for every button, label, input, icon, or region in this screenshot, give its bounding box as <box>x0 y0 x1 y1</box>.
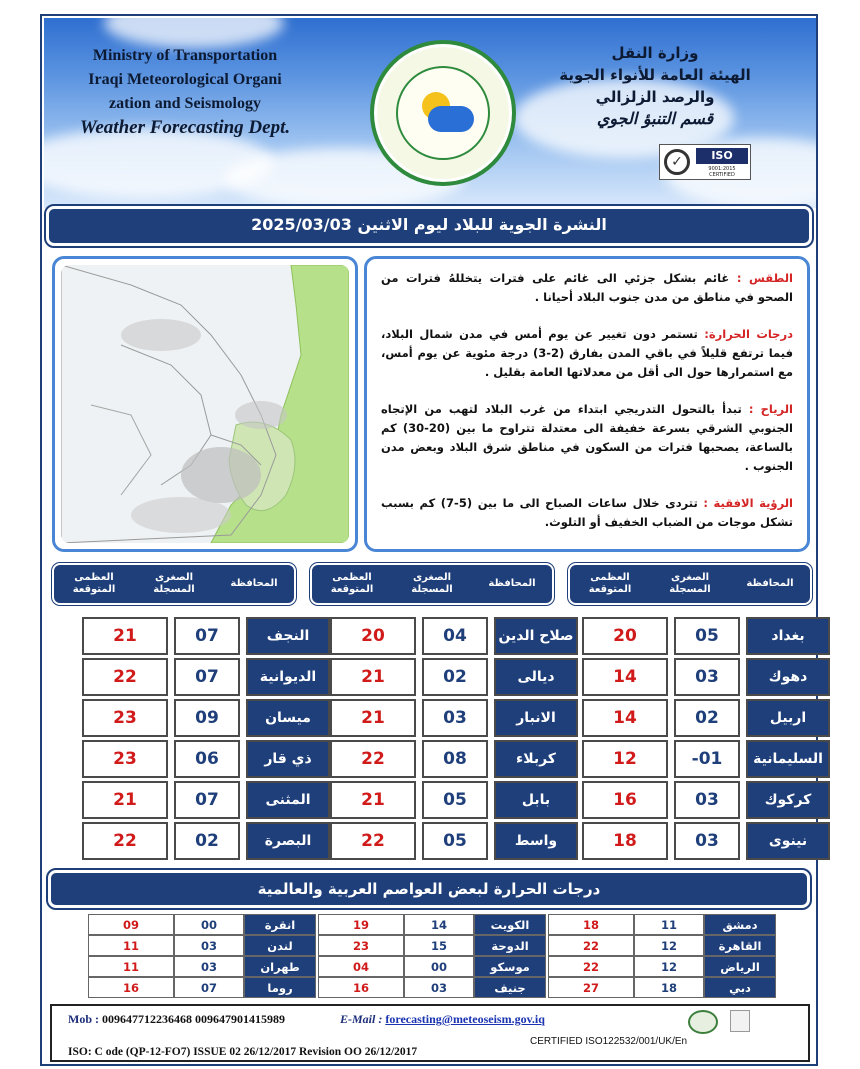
iso-badge <box>659 144 751 180</box>
forecast-text-box <box>364 256 810 552</box>
weather-map-image <box>61 265 349 543</box>
province-name-cell: ذي قار <box>246 740 330 778</box>
temperature-label: درجات الحرارة: <box>704 327 793 341</box>
table-row <box>88 935 776 956</box>
table-row <box>88 977 776 998</box>
min-temp-cell: 04 <box>422 617 488 655</box>
max-temp-cell: 21 <box>82 617 168 655</box>
capital-max-cell: 19 <box>318 914 404 935</box>
province-name-cell: نينوى <box>746 822 830 860</box>
en-line-1: Ministry of Transportation <box>92 47 278 64</box>
max-header: العظمى المتوقعة <box>330 572 374 595</box>
wind-text: تبدأ بالتحول التدريجي ابتداء من غرب البلاد لتهب من الإتجاه الجنوبي الشرقي بسرعة خفيفة الى معتدلة تتراوح ما بين (20-30) كم بالساعة، يصحبها فترات من السكون في مناطق شرق البلاد وبعض مدن الجنوب . <box>381 402 793 473</box>
max-temp-cell: 21 <box>330 658 416 696</box>
table-row <box>82 822 806 860</box>
en-line-3: zation and Seismology <box>108 95 261 112</box>
min-temp-cell: 09 <box>174 699 240 737</box>
table-row <box>82 617 806 655</box>
capital-name-cell: موسكو <box>474 956 546 977</box>
footer <box>50 1004 810 1062</box>
capital-min-cell: 14 <box>404 914 474 935</box>
province-name-cell: النجف <box>246 617 330 655</box>
min-header: الصغرى المسجلة <box>669 572 711 595</box>
ar-line-1: وزارة النقل <box>611 44 699 62</box>
min-temp-cell: 07 <box>174 781 240 819</box>
province-name-cell: المثنى <box>246 781 330 819</box>
max-temp-cell: 23 <box>82 699 168 737</box>
en-line-2: Iraqi Meteorological Organi <box>88 71 282 88</box>
footer-ministry-logo-icon <box>758 1012 804 1030</box>
weather-paragraph <box>381 269 793 307</box>
province-name-cell: البصرة <box>246 822 330 860</box>
province-name-cell: اربيل <box>746 699 830 737</box>
min-temp-cell: 07 <box>174 617 240 655</box>
header-group-3 <box>52 563 296 605</box>
province-name-cell: دهوك <box>746 658 830 696</box>
province-column-headers <box>52 563 812 607</box>
weather-map-frame <box>52 256 358 552</box>
min-temp-cell: 05 <box>422 781 488 819</box>
capital-min-cell: 03 <box>404 977 474 998</box>
min-header: الصغرى المسجلة <box>411 572 453 595</box>
footer-certificate-icon <box>730 1010 750 1032</box>
capital-name-cell: دمشق <box>704 914 776 935</box>
max-temp-cell: 22 <box>330 740 416 778</box>
max-temp-cell: 20 <box>582 617 668 655</box>
mobile-numbers: 009647712236468 009647901415989 <box>102 1012 285 1026</box>
min-temp-cell: 03 <box>674 658 740 696</box>
province-name-cell: السليمانية <box>746 740 830 778</box>
max-temp-cell: 23 <box>82 740 168 778</box>
capital-name-cell: طهران <box>244 956 316 977</box>
wind-label: الرياح : <box>748 402 793 416</box>
capital-min-cell: 03 <box>174 935 244 956</box>
arabic-title <box>540 42 770 130</box>
min-temp-cell: -01 <box>674 740 740 778</box>
province-name-cell: الديوانية <box>246 658 330 696</box>
capital-min-cell: 15 <box>404 935 474 956</box>
certified-text: CERTIFIED ISO122532/001/UK/En <box>530 1036 688 1047</box>
capital-min-cell: 18 <box>634 977 704 998</box>
header-banner <box>44 18 816 208</box>
visibility-text: تتردى خلال ساعات الصباح الى ما بين (5-7) كم بسبب تشكل موجات من الضباب الخفيف أو التلوث. <box>381 496 793 529</box>
email-label: E-Mail : <box>340 1012 383 1026</box>
table-row <box>82 699 806 737</box>
province-name-cell: بابل <box>494 781 578 819</box>
capital-min-cell: 12 <box>634 956 704 977</box>
min-temp-cell: 03 <box>422 699 488 737</box>
weather-text: غائم بشكل جزئي الى غائم على فترات يتخللهُ فترات من الصحو في مناطق من مدن جنوب البلاد أحيانا . <box>381 271 793 304</box>
max-temp-cell: 16 <box>582 781 668 819</box>
bulletin-page <box>40 14 823 1066</box>
capital-name-cell: انقرة <box>244 914 316 935</box>
capital-min-cell: 00 <box>404 956 474 977</box>
min-temp-cell: 05 <box>422 822 488 860</box>
min-temp-cell: 03 <box>674 781 740 819</box>
min-temp-cell: 02 <box>674 699 740 737</box>
capital-max-cell: 11 <box>88 935 174 956</box>
capital-min-cell: 07 <box>174 977 244 998</box>
capital-max-cell: 18 <box>548 914 634 935</box>
capital-min-cell: 03 <box>174 956 244 977</box>
capital-max-cell: 11 <box>88 956 174 977</box>
header-group-1 <box>568 563 812 605</box>
province-name-cell: صلاح الدين <box>494 617 578 655</box>
max-temp-cell: 14 <box>582 699 668 737</box>
max-temp-cell: 22 <box>330 822 416 860</box>
max-temp-cell: 21 <box>82 781 168 819</box>
capital-name-cell: الكويت <box>474 914 546 935</box>
ar-line-3: والرصد الزلزالي <box>595 88 715 106</box>
weather-label: الطقس : <box>736 271 793 285</box>
bulletin-title: النشرة الجوية للبلاد ليوم الاثنين 2025/03/03 <box>46 206 812 246</box>
province-name-cell: ميسان <box>246 699 330 737</box>
table-row <box>82 781 812 819</box>
min-temp-cell: 02 <box>422 658 488 696</box>
visibility-paragraph <box>381 494 793 532</box>
logo-emblem-icon <box>396 66 490 160</box>
capital-name-cell: جنيف <box>474 977 546 998</box>
capital-name-cell: لندن <box>244 935 316 956</box>
min-temp-cell: 06 <box>174 740 240 778</box>
province-header: المحافظة <box>230 578 278 589</box>
capital-max-cell: 23 <box>318 935 404 956</box>
en-line-4: Weather Forecasting Dept. <box>79 117 291 138</box>
header-group-2 <box>310 563 554 605</box>
capital-name-cell: روما <box>244 977 316 998</box>
max-header: العظمى المتوقعة <box>72 572 116 595</box>
min-temp-cell: 02 <box>174 822 240 860</box>
capital-max-cell: 27 <box>548 977 634 998</box>
mobile-label: Mob : <box>68 1012 99 1026</box>
capitals-title: درجات الحرارة لبعض العواصم العربية والعالمية <box>48 870 810 908</box>
iso-label: ISO <box>696 148 748 164</box>
min-temp-cell: 08 <box>422 740 488 778</box>
english-title <box>50 44 320 140</box>
capital-max-cell: 16 <box>318 977 404 998</box>
min-header: الصغرى المسجلة <box>153 572 195 595</box>
province-name-cell: كركوك <box>746 781 830 819</box>
province-name-cell: ديالى <box>494 658 578 696</box>
iso-sub: 9001:2015 CERTIFIED <box>708 166 736 178</box>
checkmark-icon: ✓ <box>664 149 690 175</box>
capital-name-cell: دبي <box>704 977 776 998</box>
table-row <box>88 956 776 977</box>
province-header: المحافظة <box>488 578 536 589</box>
max-temp-cell: 20 <box>330 617 416 655</box>
max-temp-cell: 14 <box>582 658 668 696</box>
capital-name-cell: الرياض <box>704 956 776 977</box>
organization-logo <box>370 40 516 186</box>
temperature-text: تستمر دون تغيير عن يوم أمس في مدن شمال البلاد، فيما ترتفع قليلاً في باقي المدن بفارق (2-3) درجة مئوية عن يوم أمس، مع استمرارها حول الى أقل من معدلاتها العامة بقليل . <box>381 327 793 379</box>
iso-code-line: ISO: C ode (QP-12-FO7) ISSUE 02 26/12/2017 Revision OO 26/12/2017 <box>68 1046 418 1058</box>
cloud-icon <box>428 106 474 132</box>
capital-max-cell: 09 <box>88 914 174 935</box>
province-name-cell: كربلاء <box>494 740 578 778</box>
table-row <box>82 658 806 696</box>
capital-max-cell: 22 <box>548 935 634 956</box>
email-link[interactable]: forecasting@meteoseism.gov.iq <box>385 1012 545 1026</box>
province-name-cell: الانبار <box>494 699 578 737</box>
max-temp-cell: 18 <box>582 822 668 860</box>
map-graphic <box>61 265 349 543</box>
email-contact <box>340 1012 545 1027</box>
min-temp-cell: 05 <box>674 617 740 655</box>
max-temp-cell: 12 <box>582 740 668 778</box>
province-name-cell: واسط <box>494 822 578 860</box>
max-temp-cell: 21 <box>330 699 416 737</box>
capital-max-cell: 16 <box>88 977 174 998</box>
temperature-paragraph <box>381 325 793 382</box>
capital-name-cell: القاهرة <box>704 935 776 956</box>
capital-max-cell: 22 <box>548 956 634 977</box>
ar-line-2: الهيئة العامة للأنواء الجوية <box>559 66 751 84</box>
wind-paragraph <box>381 400 793 476</box>
min-temp-cell: 07 <box>174 658 240 696</box>
visibility-label: الرؤية الافقية : <box>703 496 793 510</box>
footer-emblem-icon <box>688 1010 718 1034</box>
capital-min-cell: 00 <box>174 914 244 935</box>
capital-max-cell: 04 <box>318 956 404 977</box>
min-temp-cell: 03 <box>674 822 740 860</box>
capital-min-cell: 11 <box>634 914 704 935</box>
capital-min-cell: 12 <box>634 935 704 956</box>
table-row <box>82 740 823 778</box>
province-name-cell: بغداد <box>746 617 830 655</box>
mobile-contact <box>68 1012 285 1027</box>
max-header: العظمى المتوقعة <box>588 572 632 595</box>
ar-line-4: قسم التنبؤ الجوي <box>596 109 714 128</box>
province-header: المحافظة <box>746 578 794 589</box>
table-row <box>88 914 776 935</box>
capital-name-cell: الدوحة <box>474 935 546 956</box>
max-temp-cell: 22 <box>82 822 168 860</box>
max-temp-cell: 21 <box>330 781 416 819</box>
max-temp-cell: 22 <box>82 658 168 696</box>
